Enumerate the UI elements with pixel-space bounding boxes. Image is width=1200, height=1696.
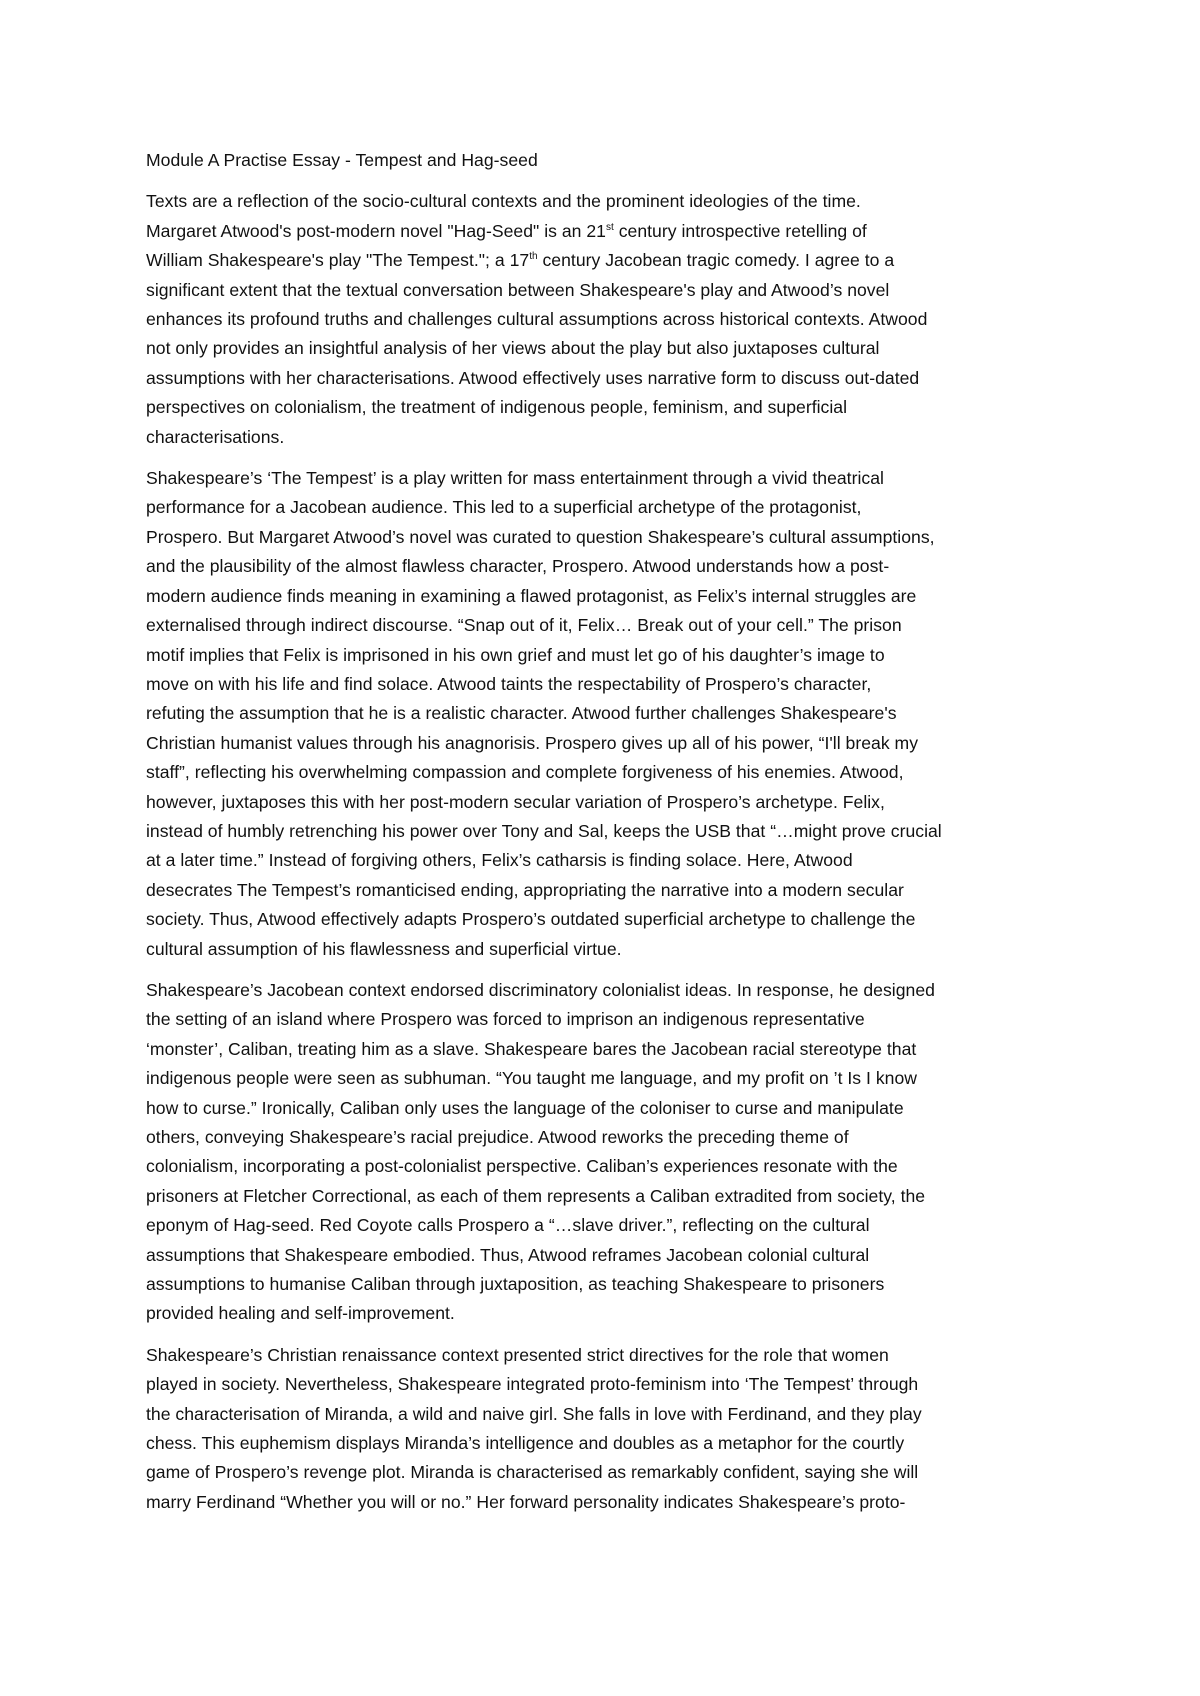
text-line: how to curse.” Ironically, Caliban only uses the language of the coloniser to curse and manipulate xyxy=(146,1097,904,1118)
text-line: the characterisation of Miranda, a wild and naive girl. She falls in love with Ferdinand, and they play xyxy=(146,1403,922,1424)
text-line: eponym of Hag-seed. Red Coyote calls Prospero a “…slave driver.”, reflecting on the cultural xyxy=(146,1215,870,1236)
text-line: Shakespeare’s Jacobean context endorsed discriminatory colonialist ideas. In response, he designed xyxy=(146,979,935,1000)
text-line: ‘monster’, Caliban, treating him as a slave. Shakespeare bares the Jacobean racial stereotype that xyxy=(146,1038,917,1059)
text-line: others, conveying Shakespeare’s racial prejudice. Atwood reworks the preceding theme of xyxy=(146,1127,849,1147)
text-line: assumptions with her characterisations. Atwood effectively uses narrative form to discuss out-dated xyxy=(146,367,920,388)
text-line: significant extent that the textual conversation between Shakespeare's play and Atwood’s novel xyxy=(146,279,890,300)
text-line: colonialism, incorporating a post-colonialist perspective. Caliban’s experiences resonate with the xyxy=(146,1156,898,1177)
text-line: Prospero. But Margaret Atwood’s novel was curated to question Shakespeare’s cultural assumptions, xyxy=(146,526,935,547)
superscript: th xyxy=(529,251,538,263)
text-line: at a later time.” Instead of forgiving others, Felix’s catharsis is finding solace. Here, Atwood xyxy=(146,850,853,871)
text-line: prisoners at Fletcher Correctional, as each of them represents a Caliban extradited from society, the xyxy=(146,1185,926,1206)
text-line: enhances its profound truths and challenges cultural assumptions across historical contexts. Atwood xyxy=(146,309,928,330)
text-line: motif implies that Felix is imprisoned in his own grief and must let go of his daughter’s image to xyxy=(146,644,885,665)
paragraph-feminism xyxy=(146,1341,1066,1517)
text-line: however, juxtaposes this with her post-modern secular variation of Prospero’s archetype. Felix, xyxy=(146,791,885,812)
text-line: externalised through indirect discourse. “Snap out of it, Felix… Break out of your cell.” The prison xyxy=(146,615,902,636)
text-line: instead of humbly retrenching his power over Tony and Sal, keeps the USB that “…might prove crucial xyxy=(146,820,942,841)
text-line: perspectives on colonialism, the treatment of indigenous people, feminism, and superficial xyxy=(146,397,848,418)
document-page xyxy=(146,146,1066,1529)
text-line: and the plausibility of the almost flawless character, Prospero. Atwood understands how a post- xyxy=(146,556,890,577)
text-line: refuting the assumption that he is a realistic character. Atwood further challenges Shakespeare's xyxy=(146,703,897,724)
text-line: Shakespeare’s Christian renaissance context presented strict directives for the role that women xyxy=(146,1344,889,1365)
text-line: played in society. Nevertheless, Shakespeare integrated proto-feminism into ‘The Tempest’ through xyxy=(146,1374,919,1395)
text-line: chess. This euphemism displays Miranda’s intelligence and doubles as a metaphor for the courtly xyxy=(146,1433,905,1454)
text-line: provided healing and self-improvement. xyxy=(146,1303,455,1324)
text-line: society. Thus, Atwood effectively adapts Prospero’s outdated superficial archetype to challenge the xyxy=(146,909,916,930)
text-line: performance for a Jacobean audience. This led to a superficial archetype of the protagonist, xyxy=(146,497,862,518)
text-line: William Shakespeare's play "The Tempest."; a 17th century Jacobean tragic comedy. I agree to a xyxy=(146,250,895,271)
text-line: game of Prospero’s revenge plot. Miranda is characterised as remarkably confident, saying she will xyxy=(146,1462,919,1483)
text-line: cultural assumption of his flawlessness and superficial virtue. xyxy=(146,938,622,959)
text-line: the setting of an island where Prospero was forced to imprison an indigenous representative xyxy=(146,1009,865,1030)
text-line: Shakespeare’s ‘The Tempest’ is a play written for mass entertainment through a vivid theatrical xyxy=(146,468,884,489)
document-title: Module A Practise Essay - Tempest and Hag-seed xyxy=(146,150,538,170)
text-line: assumptions to humanise Caliban through juxtaposition, as teaching Shakespeare to prisoners xyxy=(146,1274,885,1295)
text-line: marry Ferdinand “Whether you will or no.” Her forward personality indicates Shakespeare’s proto- xyxy=(146,1491,906,1512)
paragraph-intro xyxy=(146,187,1066,452)
text-line: Christian humanist values through his anagnorisis. Prospero gives up all of his power, “I'll break my xyxy=(146,732,919,753)
text-line: desecrates The Tempest’s romanticised ending, appropriating the narrative into a modern secular xyxy=(146,879,904,900)
text-line: characterisations. xyxy=(146,426,285,447)
paragraph-colonialism xyxy=(146,976,1066,1329)
text-line: indigenous people were seen as subhuman. “You taught me language, and my profit on ’t Is I know xyxy=(146,1068,917,1089)
text-line: Margaret Atwood's post-modern novel "Hag-Seed" is an 21st century introspective retelling of xyxy=(146,220,867,241)
superscript: st xyxy=(605,221,614,233)
text-line: not only provides an insightful analysis of her views about the play but also juxtaposes cultural xyxy=(146,338,880,359)
text-line: move on with his life and find solace. Atwood taints the respectability of Prospero’s character, xyxy=(146,673,872,694)
text-line: assumptions that Shakespeare embodied. Thus, Atwood reframes Jacobean colonial cultural xyxy=(146,1244,870,1265)
text-line: staff”, reflecting his overwhelming compassion and complete forgiveness of his enemies. Atwood, xyxy=(146,762,904,783)
text-line: Texts are a reflection of the socio-cultural contexts and the prominent ideologies of the time. xyxy=(146,191,861,212)
text-line: modern audience finds meaning in examining a flawed protagonist, as Felix’s internal struggles are xyxy=(146,585,917,606)
paragraph-prospero xyxy=(146,464,1066,964)
